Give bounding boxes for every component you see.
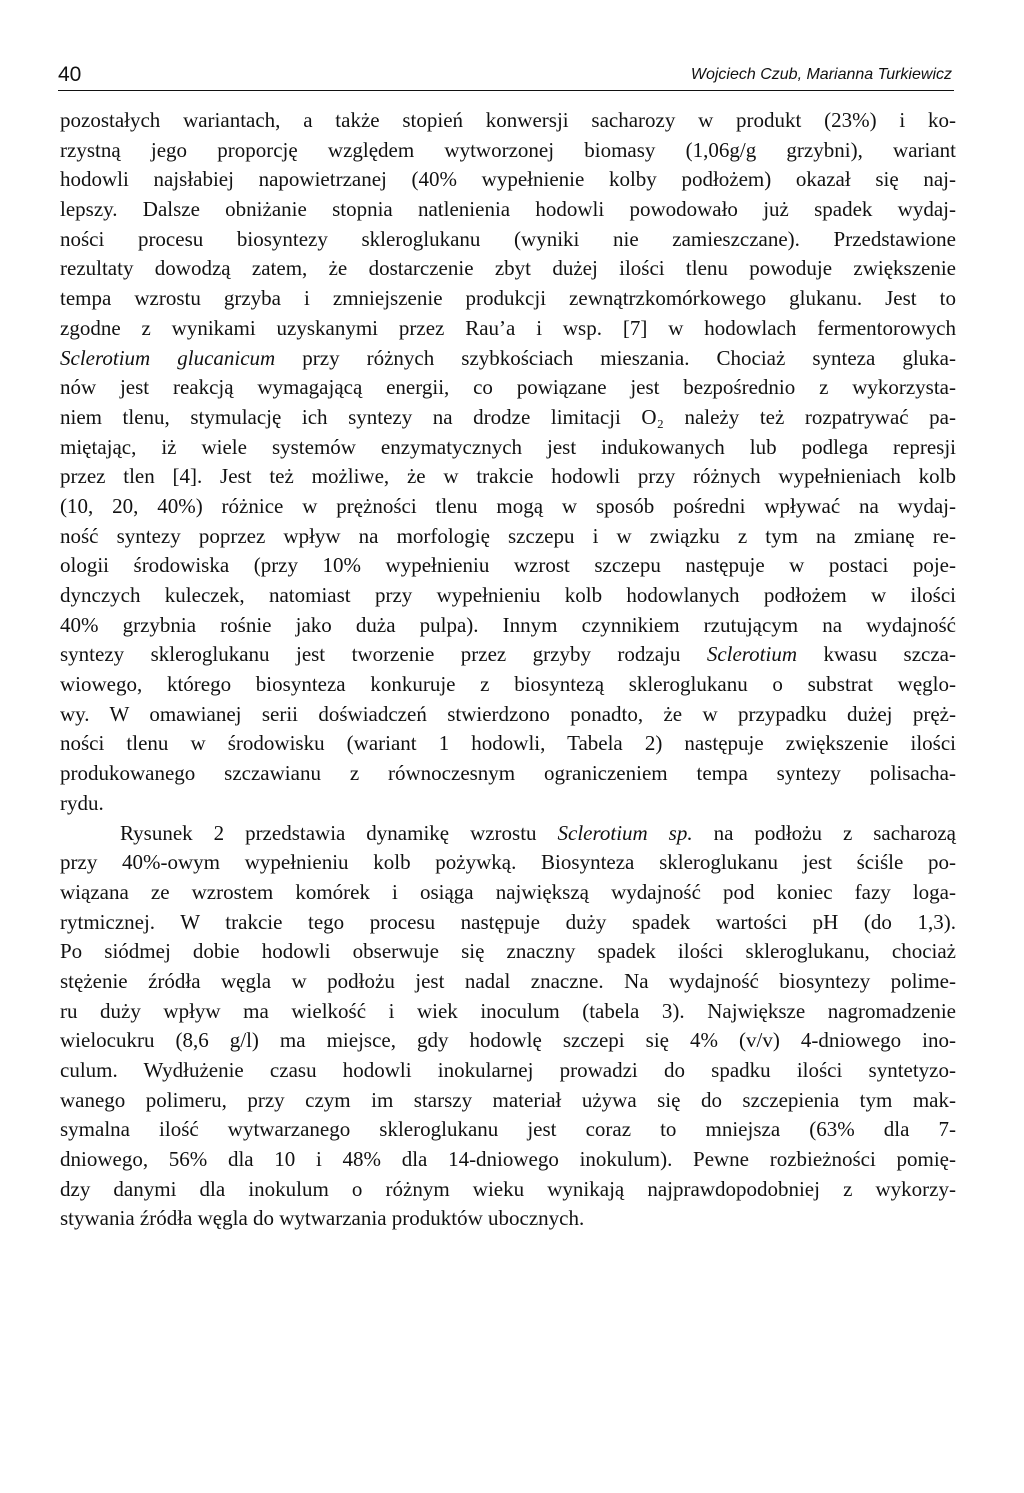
page-number: 40 bbox=[58, 63, 82, 86]
text-line: rezultaty dowodzą zatem, że dostarczenie zbyt dużej ilości tlenu powoduje zwiększenie bbox=[60, 256, 956, 281]
text-line: pozostałych wariantach, a także stopień konwersji sacharozy w produkt (23%) i ko- bbox=[60, 108, 956, 132]
italic-species-name: Sclerotium bbox=[706, 642, 798, 667]
text-line: lepszy. Dalsze obniżanie stopnia natlenienia hodowli powodowało już spadek wydaj- bbox=[60, 197, 956, 222]
text-line: rzystną jego proporcję względem wytworzonej biomasy (1,06g/g grzybni), wariant bbox=[60, 137, 956, 162]
text-line: wielocukru (8,6 g/l) ma miejsce, gdy hodowlę szczepi się 4% (v/v) 4-dniowego ino- bbox=[60, 1028, 956, 1053]
body-text bbox=[60, 106, 956, 1234]
text-line: Sclerotium glucanicum przy różnych szybkościach mieszania. Chociaż synteza gluka- bbox=[60, 345, 956, 370]
text-line: wanego polimeru, przy czym im starszy materiał używa się do szczepienia tym mak- bbox=[60, 1087, 956, 1112]
text-line: stężenie źródła węgla w podłożu jest nadal znaczne. Na wydajność biosyntezy polime- bbox=[60, 968, 956, 993]
text-line: hodowli najsłabiej napowietrzanej (40% wypełnienie kolby podłożem) okazał się naj- bbox=[60, 167, 956, 192]
paragraph bbox=[60, 106, 956, 819]
text-line: przy 40%-owym wypełnieniu kolb pożywką. Biosynteza skleroglukanu jest ściśle po- bbox=[60, 850, 956, 875]
text-line: Rysunek 2 przedstawia dynamikę wzrostu Sclerotium sp. na podłożu z sacharozą bbox=[120, 820, 956, 845]
text-line: 40% grzybnia rośnie jako duża pulpa). Innym czynnikiem rzutującym na wydajność bbox=[60, 612, 956, 637]
text-line: produkowanego szczawianu z równoczesnym ograniczeniem tempa syntezy polisacha- bbox=[60, 761, 956, 786]
text-line: ności tlenu w środowisku (wariant 1 hodowli, Tabela 2) następuje zwiększenie ilości bbox=[60, 731, 956, 756]
text-line: nów jest reakcją wymagającą energii, co powiązane jest bezpośrednio z wykorzysta- bbox=[60, 375, 956, 400]
text-line: ności procesu biosyntezy skleroglukanu (wyniki nie zamieszczane). Przedstawione bbox=[60, 226, 956, 251]
paragraph bbox=[60, 819, 956, 1235]
text-line: Po siódmej dobie hodowli obserwuje się znaczny spadek ilości skleroglukanu, chociaż bbox=[60, 939, 956, 964]
text-line: tempa wzrostu grzyba i zmniejszenie produkcji zewnątrzkomórkowego glukanu. Jest to bbox=[60, 286, 956, 311]
running-head-authors: Wojciech Czub, Marianna Turkiewicz bbox=[690, 66, 952, 83]
page-header bbox=[58, 60, 954, 91]
text-line: rydu. bbox=[60, 790, 104, 815]
text-line: culum. Wydłużenie czasu hodowli inokularnej prowadzi do spadku ilości syntetyzo- bbox=[60, 1058, 956, 1082]
text-line: syntezy skleroglukanu jest tworzenie przez grzyby rodzaju Sclerotium kwasu szcza- bbox=[60, 642, 956, 667]
text-line: wiązana ze wzrostem komórek i osiąga największą wydajność pod koniec fazy loga- bbox=[60, 879, 956, 904]
text-line: stywania źródła węgla do wytwarzania produktów ubocznych. bbox=[60, 1206, 585, 1231]
text-line: niem tlenu, stymulację ich syntezy na drodze limitacji O₂ należy też rozpatrywać pa- bbox=[60, 404, 956, 429]
text-line: dynczych kuleczek, natomiast przy wypełnieniu kolb hodowlanych podłożem w ilości bbox=[60, 583, 956, 607]
text-line: rytmicznej. W trakcie tego procesu następuje duży spadek wartości pH (do 1,3). bbox=[60, 909, 956, 934]
italic-species-name: Sclerotium sp. bbox=[557, 820, 693, 845]
text-line: ru duży wpływ ma wielkość i wiek inoculum (tabela 3). Największe nagromadzenie bbox=[60, 998, 956, 1023]
text-line: ność syntezy poprzez wpływ na morfologię szczepu i w związku z tym na zmianę re- bbox=[60, 523, 956, 548]
text-line: (10, 20, 40%) różnice w prężności tlenu mogą w sposób pośredni wpływać na wydaj- bbox=[60, 493, 956, 518]
text-line: ologii środowiska (przy 10% wypełnieniu wzrost szczepu następuje w postaci poje- bbox=[60, 553, 956, 578]
text-line: dniowego, 56% dla 10 i 48% dla 14-dniowego inokulum). Pewne rozbieżności pomię- bbox=[60, 1147, 956, 1172]
text-line: symalna ilość wytwarzanego skleroglukanu jest coraz to mniejsza (63% dla 7- bbox=[60, 1117, 956, 1142]
text-line: miętając, iż wiele systemów enzymatycznych jest indukowanych lub podlega represji bbox=[60, 434, 956, 459]
text-line: dzy danymi dla inokulum o różnym wieku wynikają najprawdopodobniej z wykorzy- bbox=[60, 1176, 956, 1201]
text-line: wy. W omawianej serii doświadczeń stwierdzono ponadto, że w przypadku dużej pręż- bbox=[60, 701, 956, 726]
text-line: wiowego, którego biosynteza konkuruje z biosyntezą skleroglukanu o substrat węglo- bbox=[60, 672, 956, 697]
text-line: przez tlen [4]. Jest też możliwe, że w trakcie hodowli przy różnych wypełnieniach kolb bbox=[60, 464, 956, 489]
text-line: zgodne z wynikami uzyskanymi przez Rau’a i wsp. [7] w hodowlach fermentorowych bbox=[60, 315, 956, 340]
italic-species-name: Sclerotium glucanicum bbox=[60, 345, 276, 370]
